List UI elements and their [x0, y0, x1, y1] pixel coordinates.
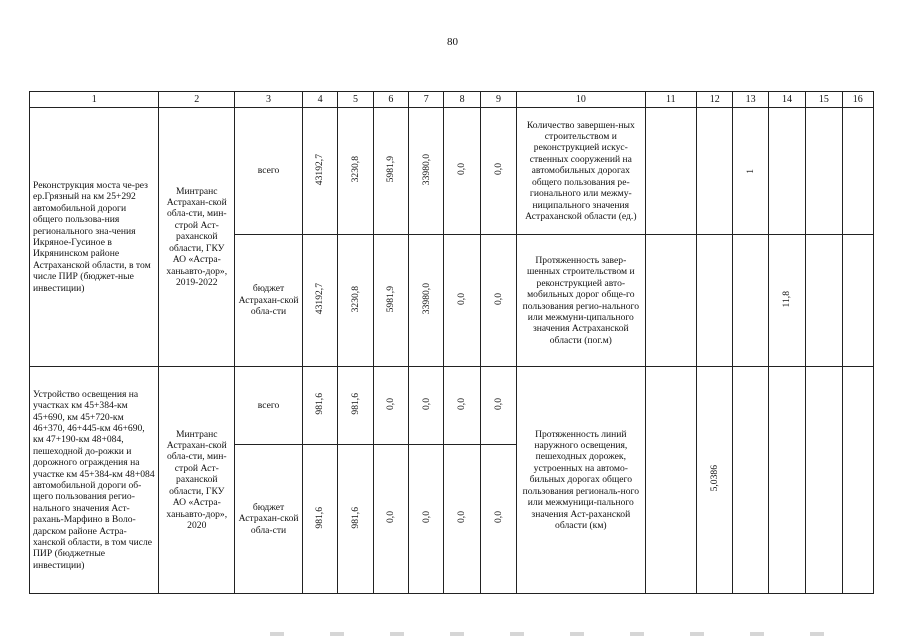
value-text: 5981,9: [385, 156, 397, 183]
project-executor: Минтранс Астрахан-ской обла-сти, мин-строй Аст-раханской области, ГКУ АО «Астра-ханьавто-дор», 2019-2022: [159, 108, 235, 367]
value-cell: [338, 445, 373, 594]
table-row: [30, 108, 874, 235]
value-cell: [645, 108, 697, 235]
funding-source: бюджет Астрахан-ской обла-сти: [235, 235, 303, 367]
funding-source: бюджет Астрахан-ской обла-сти: [235, 445, 303, 594]
value-text: 5981,9: [385, 285, 397, 312]
value-cell: [373, 235, 408, 367]
program-table: [29, 91, 874, 594]
value-cell: [697, 235, 733, 367]
header-cell: 5: [338, 92, 373, 108]
project-name: Реконструкция моста че-рез ер.Грязный на км 25+292 автомобильной дороги общего пользова-ния регионального зна-чения Икряное-Гусиное в Икрянинском районе Астраханской области, в том числе ПИР (бюджет-ные инвестиции): [30, 108, 159, 367]
header-cell: 10: [517, 92, 645, 108]
value-cell: [338, 108, 373, 235]
header-cell: 1: [30, 92, 159, 108]
header-cell: 11: [645, 92, 697, 108]
scan-artifact: [270, 632, 830, 636]
value-cell: [480, 445, 516, 594]
value-cell: [409, 235, 444, 367]
header-cell: 6: [373, 92, 408, 108]
header-cell: 4: [302, 92, 337, 108]
header-cell: 13: [733, 92, 768, 108]
value-text: 981,6: [349, 506, 361, 529]
value-cell: [697, 108, 733, 235]
value-text: 5,0386: [709, 465, 721, 492]
value-cell: [842, 367, 873, 594]
value-cell: [733, 108, 768, 235]
value-text: 0,0: [420, 511, 432, 524]
header-cell: 15: [806, 92, 842, 108]
value-cell: [444, 445, 480, 594]
value-cell: [373, 445, 408, 594]
funding-source: всего: [235, 367, 303, 445]
header-cell: 9: [480, 92, 516, 108]
value-cell: [444, 235, 480, 367]
value-cell: [480, 235, 516, 367]
value-text: 981,6: [314, 506, 326, 529]
value-cell: [768, 108, 805, 235]
value-text: 0,0: [492, 292, 504, 305]
value-cell: [697, 367, 733, 594]
value-cell: [806, 367, 842, 594]
value-cell: [302, 108, 337, 235]
header-cell: 3: [235, 92, 303, 108]
indicator-text: Протяженность завер-шенных строительством и реконструкцией авто-мобильных дорог обще-го пользования регио-нального или межмуни-ципального значения Астраханской области (пог.м): [517, 235, 645, 367]
value-cell: [480, 367, 516, 445]
value-cell: [480, 108, 516, 235]
value-cell: [302, 367, 337, 445]
value-cell: [302, 235, 337, 367]
value-cell: [842, 108, 873, 235]
value-cell: [302, 445, 337, 594]
table-row: [30, 367, 874, 445]
value-cell: [444, 367, 480, 445]
value-text: 33980,0: [420, 283, 432, 315]
value-text: 0,0: [385, 511, 397, 524]
value-text: 0,0: [456, 397, 468, 410]
value-text: 0,0: [456, 163, 468, 176]
value-cell: [645, 235, 697, 367]
value-cell: [733, 367, 768, 594]
value-cell: [409, 367, 444, 445]
value-text: 3230,8: [349, 285, 361, 312]
value-cell: [768, 235, 805, 367]
header-cell: 14: [768, 92, 805, 108]
header-cell: 2: [159, 92, 235, 108]
value-text: 0,0: [456, 292, 468, 305]
value-cell: [768, 367, 805, 594]
value-cell: [373, 367, 408, 445]
value-text: 981,6: [314, 393, 326, 415]
value-cell: [338, 367, 373, 445]
value-cell: [338, 235, 373, 367]
value-text: 981,6: [349, 393, 361, 415]
value-cell: [409, 445, 444, 594]
value-text: 33980,0: [420, 153, 432, 185]
header-row: [30, 92, 874, 108]
value-text: 0,0: [492, 397, 504, 410]
header-cell: 12: [697, 92, 733, 108]
project-executor: Минтранс Астрахан-ской обла-сти, мин-строй Аст-раханской области, ГКУ АО «Астра-ханьавто-дор», 2020: [159, 367, 235, 594]
value-cell: [733, 235, 768, 367]
value-text: 0,0: [492, 511, 504, 524]
value-cell: [409, 108, 444, 235]
indicator-text: Количество завершен-ных строительством и реконструкцией искус-ственных сооружений на автомобильных дорогах общего пользования ре-гионального или межму-ниципального значения Астраханской области (ед.): [517, 108, 645, 235]
value-text: 43192,7: [314, 283, 326, 315]
value-text: 0,0: [492, 163, 504, 176]
indicator-text: Протяженность линий наружного освещения, пешеходных дорожек, устроенных на автомо-бильных дорогах общего пользования региональ-ного или межмуници-пального значения Аст-раханской области (км): [517, 367, 645, 594]
value-cell: [373, 108, 408, 235]
value-text: 3230,8: [349, 156, 361, 183]
header-cell: 8: [444, 92, 480, 108]
value-text: 11,8: [781, 290, 793, 308]
value-cell: [645, 367, 697, 594]
value-text: 43192,7: [314, 153, 326, 185]
value-text: 0,0: [420, 397, 432, 410]
project-name: Устройство освещения на участках км 45+384-км 45+690, км 45+720-км 46+370, 46+445-км 46+690, км 47+190-км 48+084, пешеходной до-рожки и дорожного ограждения на участке км 45+384-км 48+084 автомобильной дороги об-щего пользования регио-нального значения Аст-рахань-Марфино в Воло-дарском районе Астра-ханской области, в том числе ПИР (бюджетные инвестиции): [30, 367, 159, 594]
funding-source: всего: [235, 108, 303, 235]
value-cell: [806, 235, 842, 367]
value-text: 0,0: [456, 511, 468, 524]
page-number: 80: [447, 36, 458, 48]
value-text: 1: [744, 168, 756, 174]
value-text: 0,0: [385, 397, 397, 410]
value-cell: [842, 235, 873, 367]
value-cell: [806, 108, 842, 235]
value-cell: [444, 108, 480, 235]
header-cell: 16: [842, 92, 873, 108]
header-cell: 7: [409, 92, 444, 108]
